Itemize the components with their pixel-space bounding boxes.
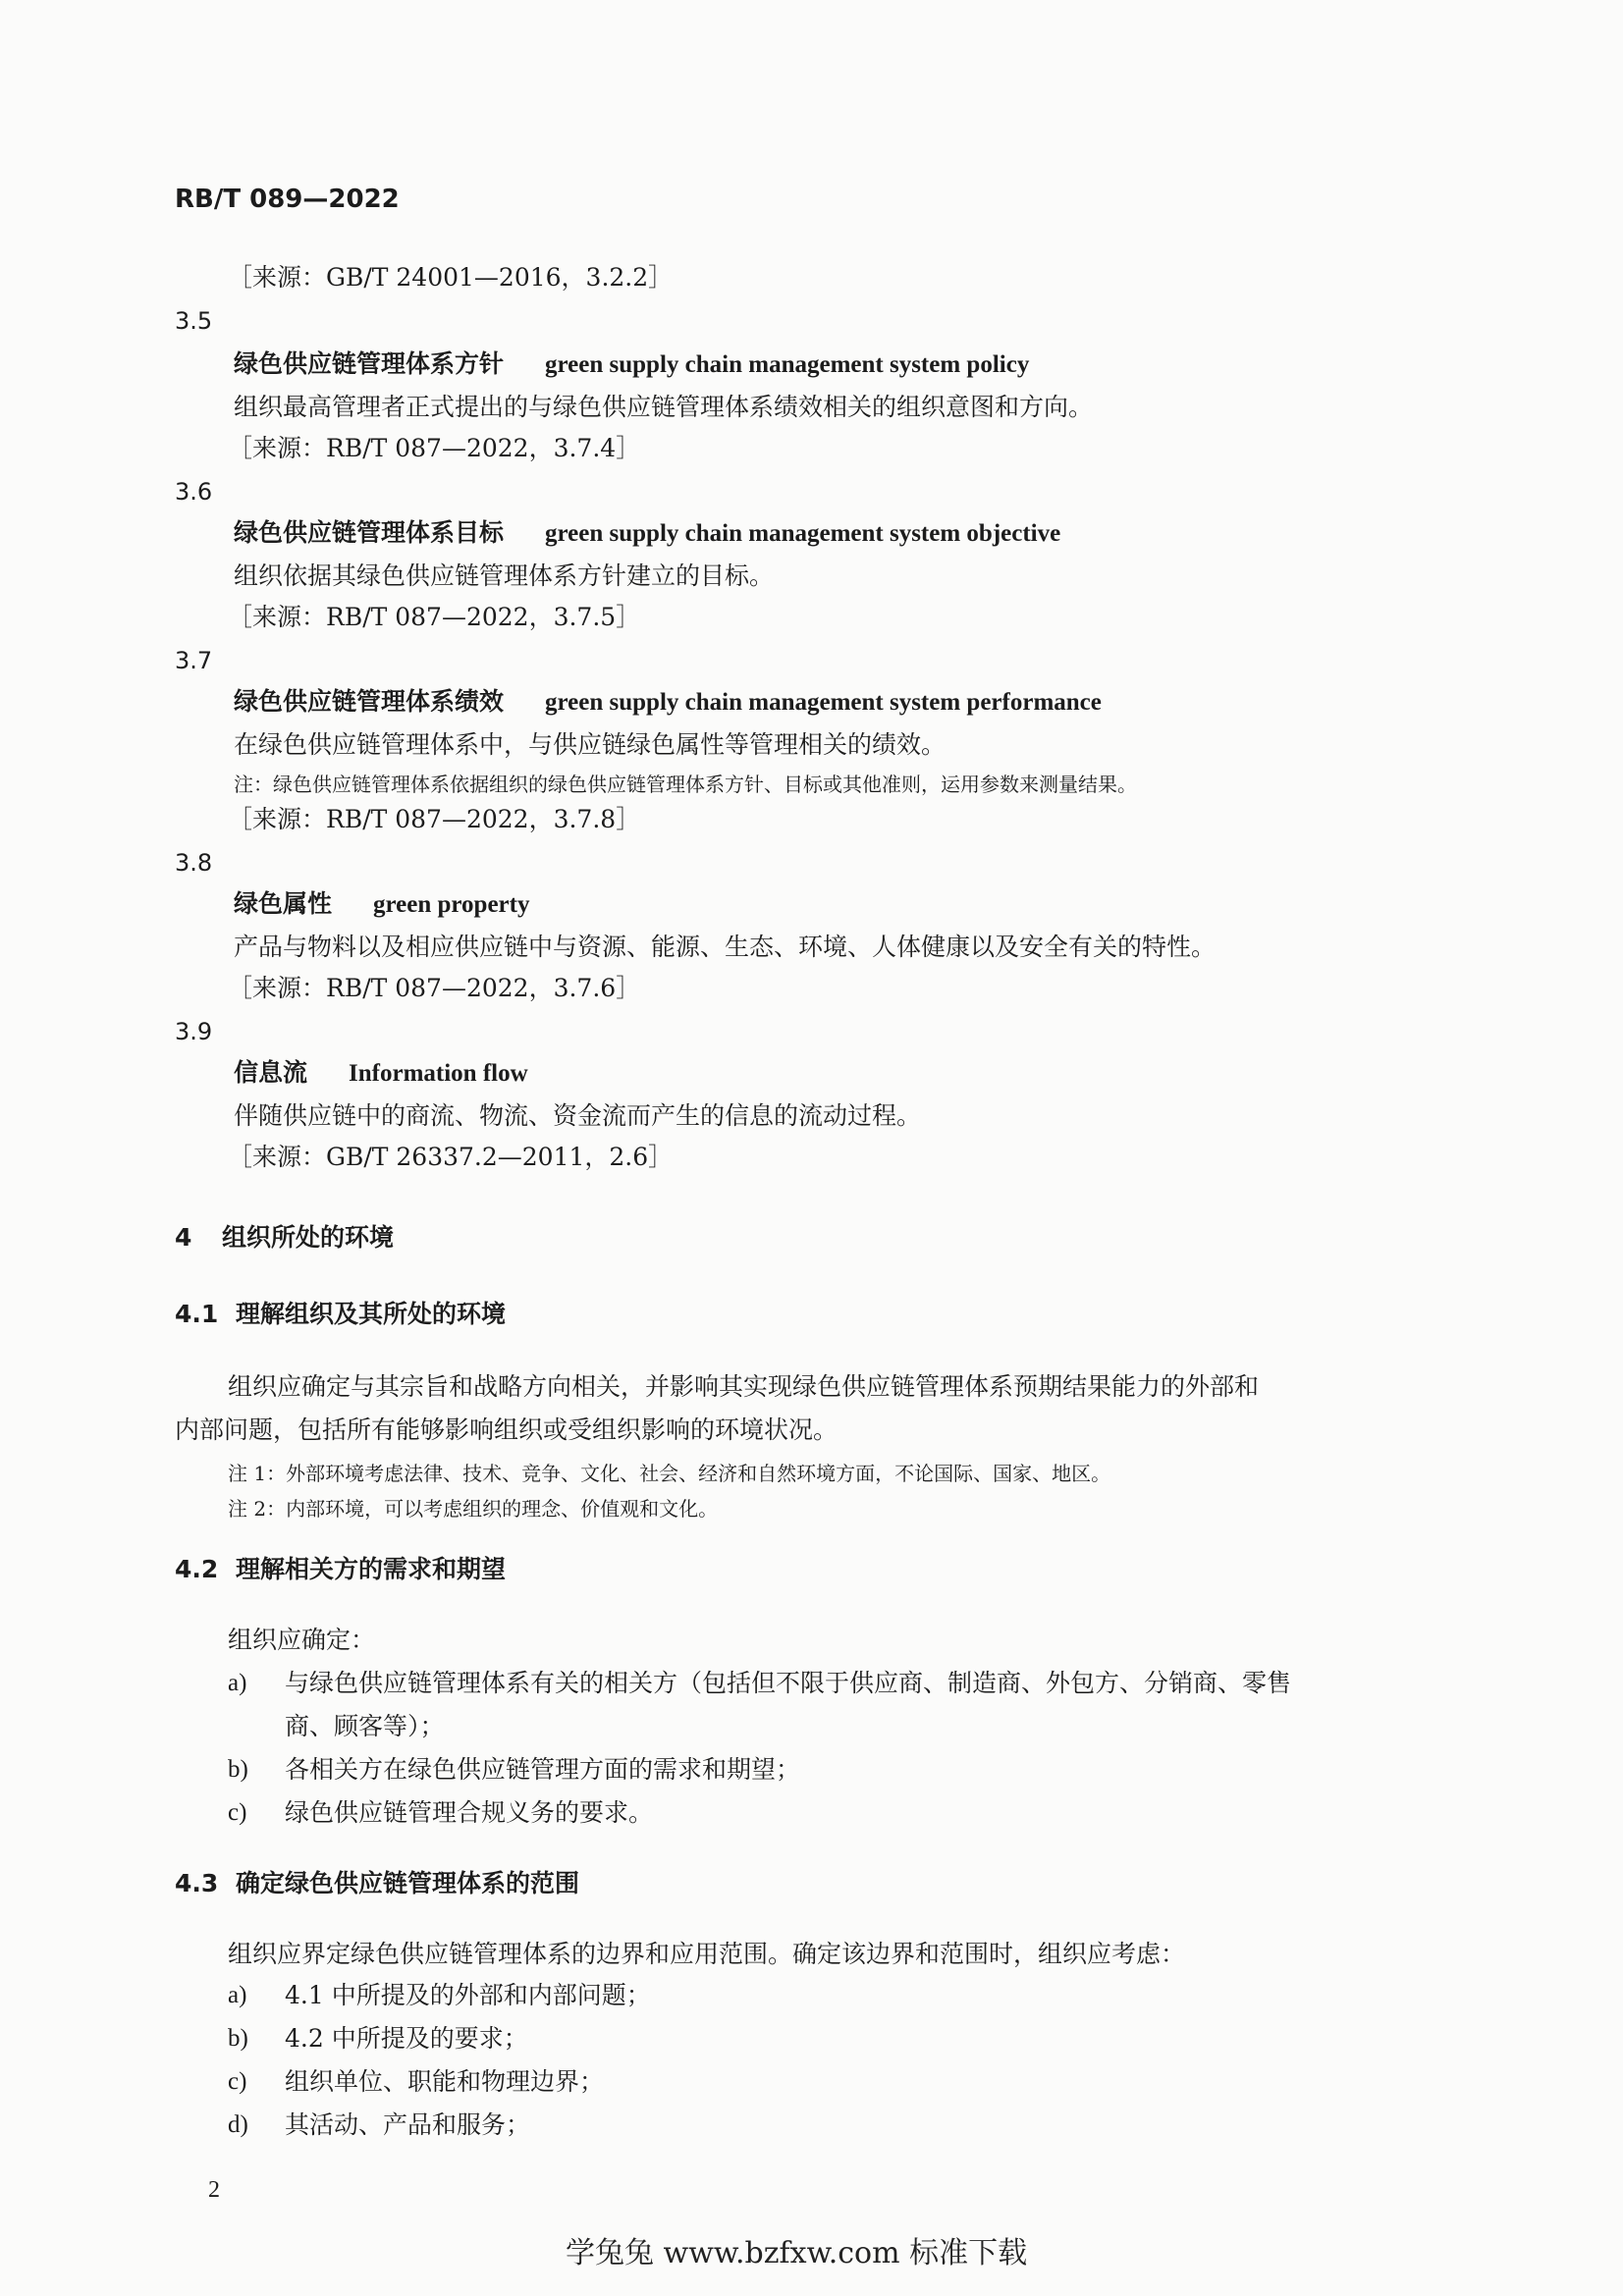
term-en: green property [373, 891, 530, 918]
section-title-4-1: 理解组织及其所处的环境 [236, 1300, 507, 1328]
term-en: Information flow [349, 1060, 528, 1087]
clause-number-3-5: 3.5 [175, 307, 213, 335]
section-number-4-1: 4.1 [175, 1300, 219, 1328]
section-number-4-3: 4.3 [175, 1869, 219, 1897]
note-4-1-2: 注 2：内部环境，可以考虑组织的理念、价值观和文化。 [228, 1497, 719, 1521]
term-zh: 绿色供应链管理体系绩效 [234, 687, 505, 716]
definition-3-7: 在绿色供应链管理体系中，与供应链绿色属性等管理相关的绩效。 [234, 730, 947, 759]
term-3-9 [234, 1056, 528, 1091]
term-zh: 绿色供应链管理体系目标 [234, 518, 505, 547]
definition-3-9: 伴随供应链中的商流、物流、资金流而产生的信息的流动过程。 [234, 1101, 922, 1130]
source-3-8: ［来源：RB/T 087—2022，3.7.6］ [228, 974, 641, 1002]
list-label-c: c) [228, 2068, 247, 2095]
note-4-1-1: 注 1：外部环境考虑法律、技术、竞争、文化、社会、经济和自然环境方面，不论国际、国家、地区。 [228, 1462, 1111, 1485]
definition-3-5: 组织最高管理者正式提出的与绿色供应链管理体系绩效相关的组织意图和方向。 [234, 393, 1094, 421]
term-zh: 信息流 [234, 1058, 308, 1087]
list-item-c: 绿色供应链管理合规义务的要求。 [285, 1798, 654, 1827]
list-item-a: 4.1 中所提及的外部和内部问题； [285, 1981, 651, 2009]
document-id: RB/T 089—2022 [175, 185, 400, 214]
term-zh: 绿色供应链管理体系方针 [234, 349, 505, 378]
clause-number-3-6: 3.6 [175, 478, 213, 506]
clause-number-3-8: 3.8 [175, 849, 213, 877]
clause-number-3-9: 3.9 [175, 1018, 213, 1045]
section-title-4-3: 确定绿色供应链管理体系的范围 [236, 1869, 580, 1897]
definition-3-8: 产品与物料以及相应供应链中与资源、能源、生态、环境、人体健康以及安全有关的特性。 [234, 933, 1217, 961]
intro-4-3: 组织应界定绿色供应链管理体系的边界和应用范围。确定该边界和范围时，组织应考虑： [228, 1940, 1186, 1968]
term-3-5 [234, 347, 1029, 382]
paragraph-4-1-line1: 组织应确定与其宗旨和战略方向相关，并影响其实现绿色供应链管理体系预期结果能力的外部和 [228, 1372, 1260, 1401]
watermark-footer: 学兔兔 www.bzfxw.com 标准下载 [566, 2236, 1028, 2270]
term-3-8 [234, 887, 529, 922]
paragraph-4-1-line2: 内部问题，包括所有能够影响组织或受组织影响的环境状况。 [175, 1415, 839, 1444]
list-label-b: b) [228, 2025, 248, 2052]
term-3-6 [234, 516, 1060, 551]
source-3-9: ［来源：GB/T 26337.2—2011，2.6］ [228, 1143, 674, 1171]
definition-3-6: 组织依据其绿色供应链管理体系方针建立的目标。 [234, 561, 775, 590]
source-3-6: ［来源：RB/T 087—2022，3.7.5］ [228, 603, 641, 631]
list-item-a-line1: 与绿色供应链管理体系有关的相关方（包括但不限于供应商、制造商、外包方、分销商、零售 [285, 1669, 1292, 1697]
term-zh: 绿色属性 [234, 889, 333, 918]
term-en: green supply chain management system performance [545, 689, 1102, 716]
list-label-a: a) [228, 1982, 247, 2008]
list-label-a: a) [228, 1670, 247, 1696]
list-item-a-line2: 商、顾客等）； [285, 1712, 445, 1740]
section-number-4-2: 4.2 [175, 1555, 219, 1583]
list-label-c: c) [228, 1799, 247, 1826]
note-3-7: 注：绿色供应链管理体系依据组织的绿色供应链管理体系方针、目标或其他准则，运用参数来测量结果。 [234, 773, 1137, 796]
list-label-b: b) [228, 1756, 248, 1783]
term-en: green supply chain management system policy [545, 351, 1030, 378]
section-title-4: 组织所处的环境 [222, 1223, 395, 1252]
term-3-7 [234, 685, 1102, 720]
source-3-4: ［来源：GB/T 24001—2016，3.2.2］ [228, 263, 674, 292]
section-number-4: 4 [175, 1223, 192, 1252]
page-number: 2 [208, 2177, 220, 2203]
section-title-4-2: 理解相关方的需求和期望 [236, 1555, 507, 1583]
term-en: green supply chain management system objective [545, 520, 1061, 547]
source-3-7: ［来源：RB/T 087—2022，3.7.8］ [228, 805, 641, 833]
list-item-b: 各相关方在绿色供应链管理方面的需求和期望； [285, 1755, 801, 1784]
list-label-d: d) [228, 2111, 248, 2138]
list-item-d: 其活动、产品和服务； [285, 2110, 531, 2139]
list-item-c: 组织单位、职能和物理边界； [285, 2067, 605, 2096]
source-3-5: ［来源：RB/T 087—2022，3.7.4］ [228, 434, 641, 462]
list-item-b: 4.2 中所提及的要求； [285, 2024, 528, 2053]
intro-4-2: 组织应确定： [228, 1626, 376, 1654]
clause-number-3-7: 3.7 [175, 647, 213, 674]
